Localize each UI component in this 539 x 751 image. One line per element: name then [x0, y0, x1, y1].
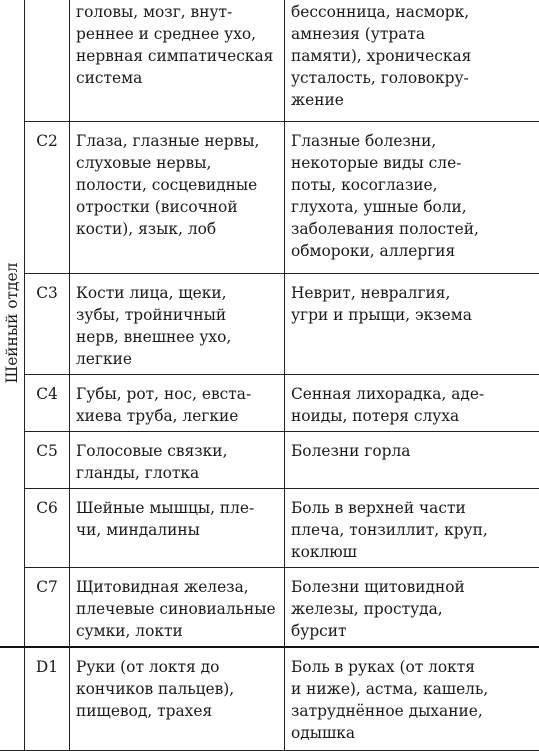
segment-cell: C5	[25, 431, 70, 488]
disorders-cell: Сенная лихорадка, аде- ноиды, потеря слуха	[285, 374, 539, 431]
disorders-cell: Болезни щитовидной железы, простуда, бурсит	[285, 567, 539, 647]
segment-cell: C7	[25, 567, 70, 647]
disorders-cell: бессонница, насморк, амнезия (утрата памяти), хроническая усталость, головокру- жение	[285, 0, 539, 121]
organs-cell: Глаза, глазные нервы, слуховые нервы, полости, сосцевидные отростки (височной кости), язык, лоб	[70, 121, 285, 273]
organs-cell: Кости лица, щеки, зубы, тройничный нерв, внешнее ухо, легкие	[70, 273, 285, 374]
organs-cell: Руки (от локтя до кончиков пальцев), пищевод, трахея	[70, 647, 285, 751]
organs-cell: Шейные мышцы, пле- чи, миндалины	[70, 488, 285, 567]
organs-cell: головы, мозг, внут- реннее и среднее ухо, нервная симпатическая система	[70, 0, 285, 121]
disorders-cell: Болезни горла	[285, 431, 539, 488]
segment-cell	[25, 0, 70, 121]
segment-cell: D1	[25, 647, 70, 751]
segment-cell: C4	[25, 374, 70, 431]
table-row	[0, 121, 539, 273]
table-row	[0, 374, 539, 431]
table-row	[0, 0, 539, 121]
table-row	[0, 273, 539, 374]
table-row	[0, 488, 539, 567]
organs-cell: Голосовые связки, гланды, глотка	[70, 431, 285, 488]
disorders-cell: Глазные болезни, некоторые виды сле- поты, косоглазие, глухота, ушные боли, заболевания полостей, обмороки, аллергия	[285, 121, 539, 273]
organs-cell: Губы, рот, нос, евста- хиева труба, легкие	[70, 374, 285, 431]
segment-cell: C2	[25, 121, 70, 273]
segment-cell: C6	[25, 488, 70, 567]
disorders-cell: Боль в руках (от локтя и ниже), астма, кашель, затруднённое дыхание, одышка	[285, 647, 539, 751]
section-cell	[0, 647, 25, 751]
table-row	[0, 647, 539, 751]
organs-cell: Щитовидная железа, плечевые синовиальные сумки, локти	[70, 567, 285, 647]
table-row	[0, 567, 539, 647]
section-cell	[0, 0, 25, 647]
table-row	[0, 431, 539, 488]
disorders-cell: Неврит, невралгия, угри и прыщи, экзема	[285, 273, 539, 374]
disorders-cell: Боль в верхней части плеча, тонзиллит, круп, коклюш	[285, 488, 539, 567]
segment-cell: C3	[25, 273, 70, 374]
section-label: Шейный отдел	[1, 262, 23, 383]
